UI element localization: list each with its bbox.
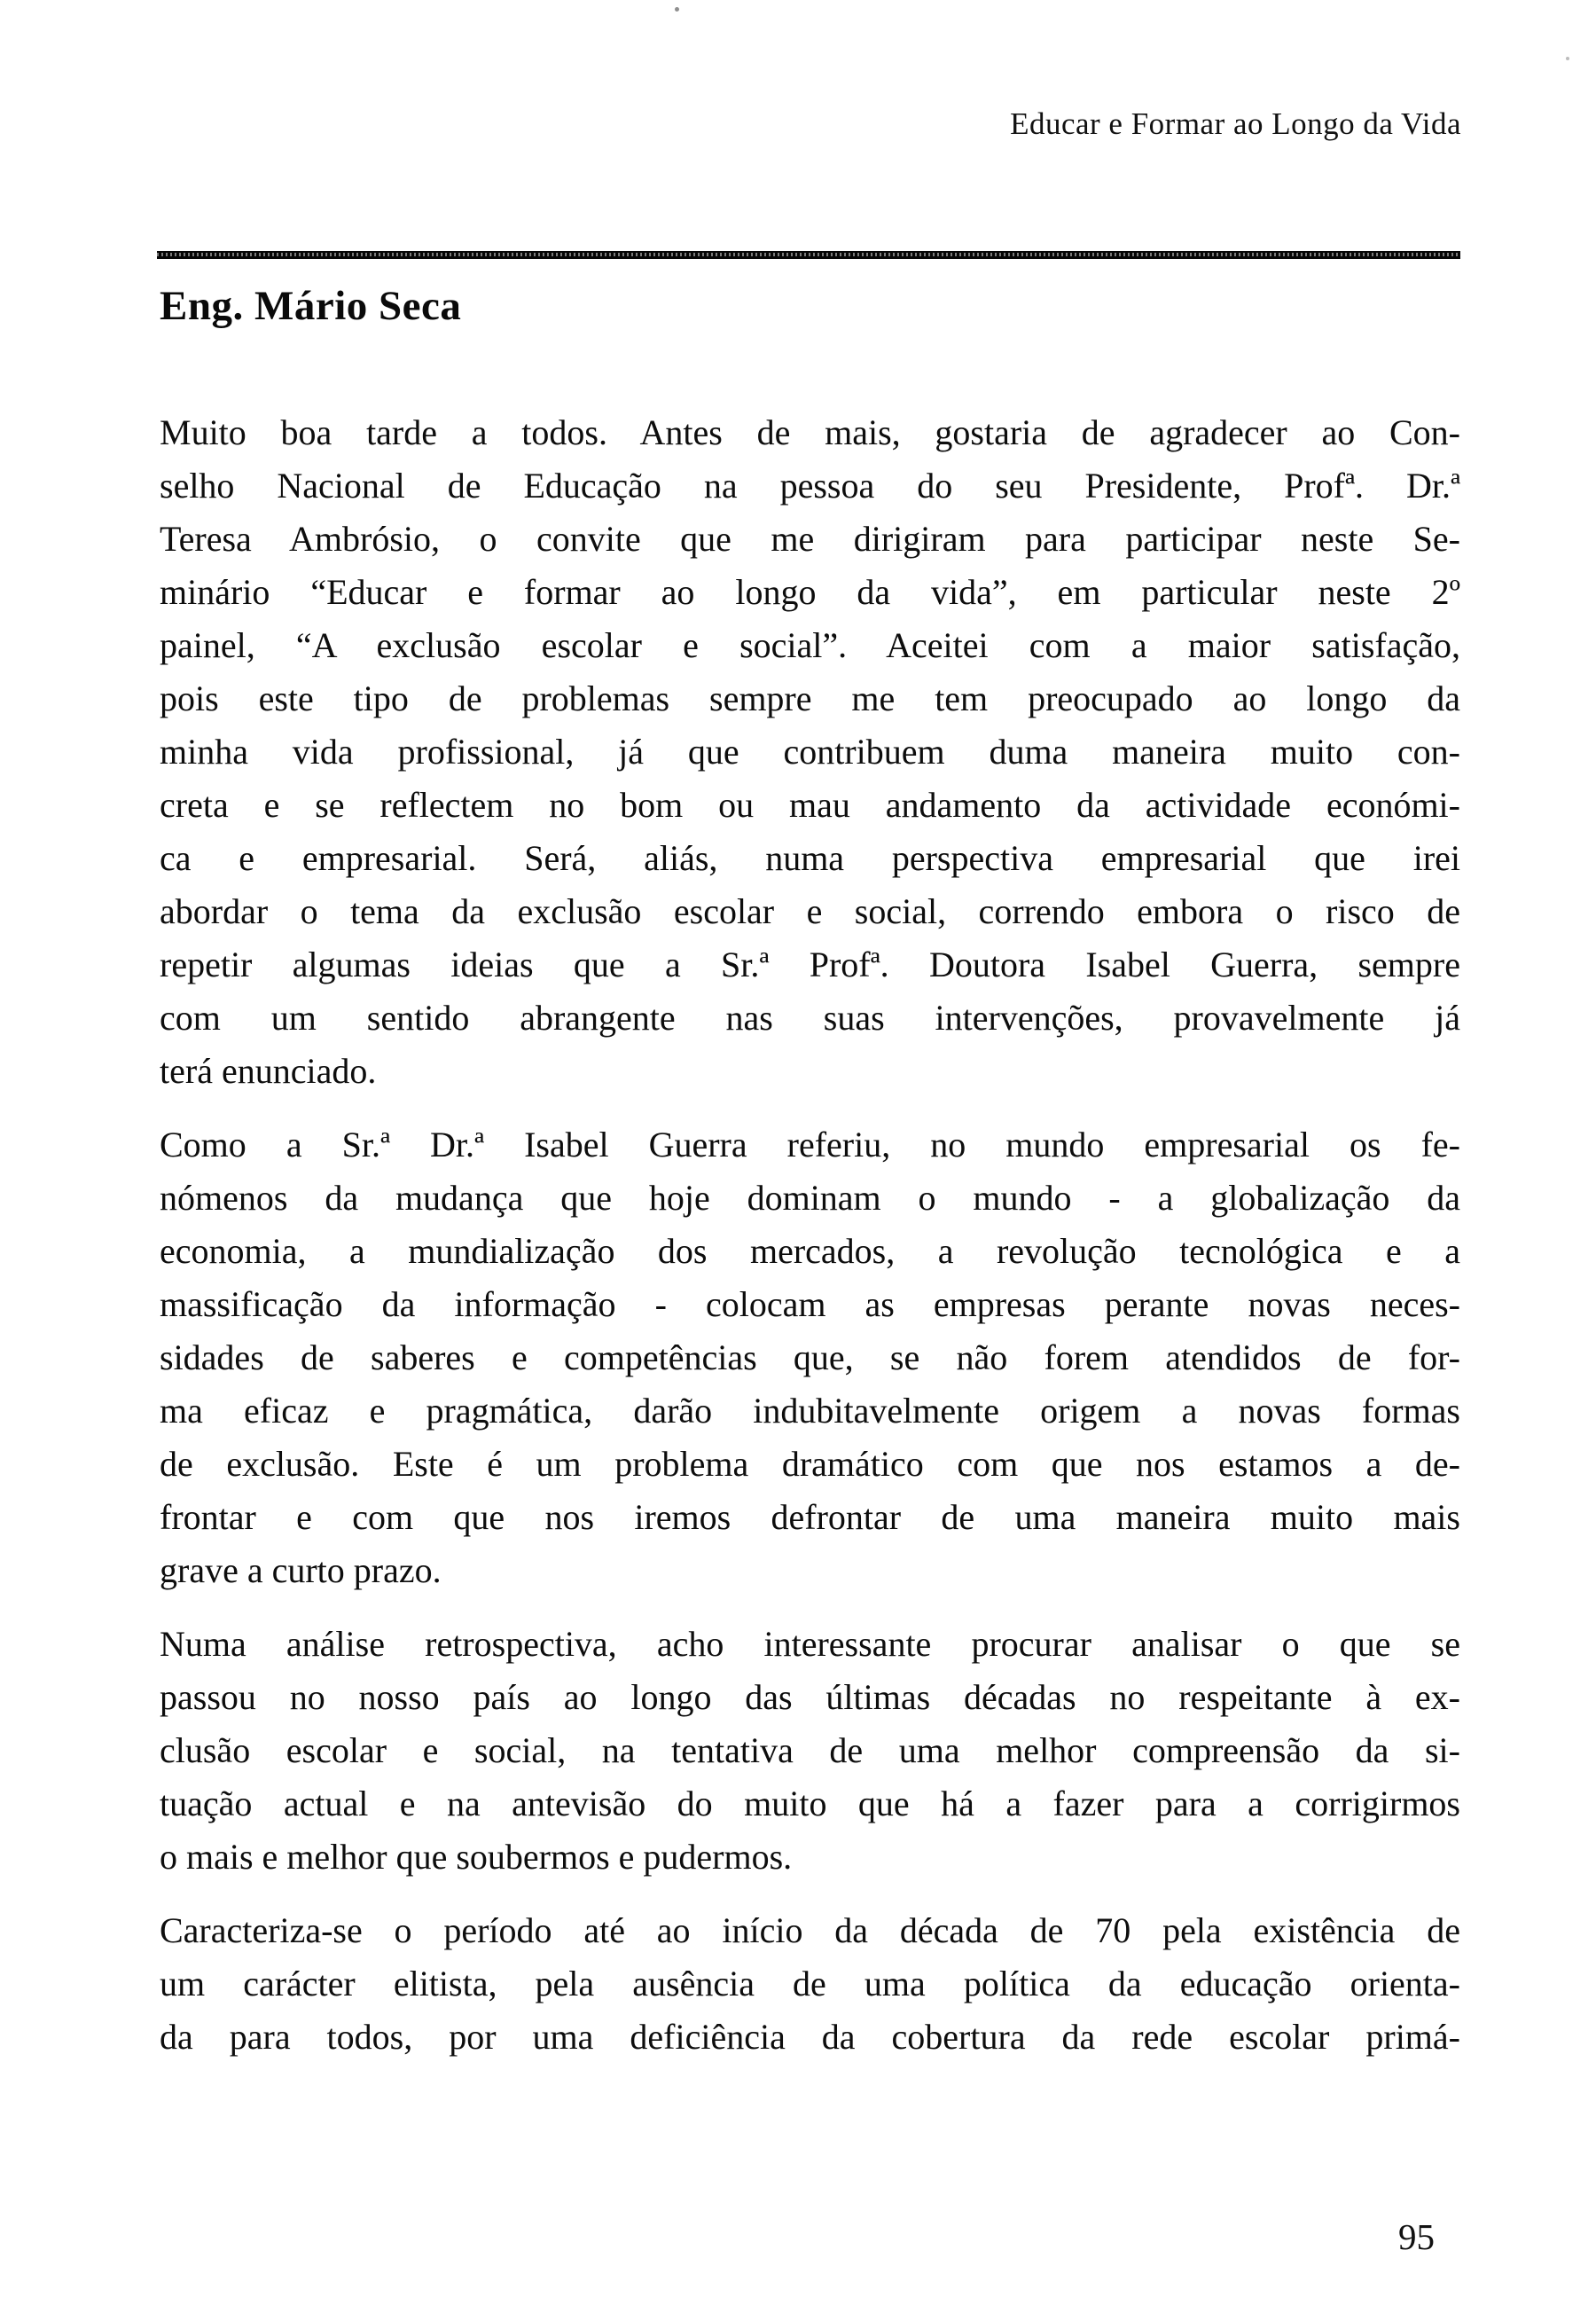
text-line: selho Nacional de Educação na pessoa do seu Presidente, Profª. Dr.ª (160, 466, 1460, 506)
page-number: 95 (1398, 2216, 1435, 2257)
text-line: de exclusão. Este é um problema dramático com que nos estamos a de- (160, 1444, 1460, 1484)
paragraph-4 (160, 1904, 1460, 2064)
text-line: sidades de saberes e competências que, se não forem atendidos de for- (160, 1337, 1460, 1377)
text-line: Caracteriza-se o período até ao início da década de 70 pela existência de (160, 1910, 1460, 1950)
text-line: creta e se reflectem no bom ou mau andamento da actividade económi- (160, 785, 1460, 825)
text-line: Como a Sr.ª Dr.ª Isabel Guerra referiu, no mundo empresarial os fe- (160, 1125, 1460, 1164)
text-line: repetir algumas ideias que a Sr.ª Profª. Doutora Isabel Guerra, sempre (160, 945, 1460, 984)
body-text (160, 406, 1460, 2084)
paragraph-2 (160, 1118, 1460, 1597)
text-line: pois este tipo de problemas sempre me tem preocupado ao longo da (160, 678, 1460, 718)
text-line: ca e empresarial. Será, aliás, numa perspectiva empresarial que irei (160, 838, 1460, 878)
text-line: clusão escolar e social, na tentativa de uma melhor compreensão da si- (160, 1730, 1460, 1770)
text-line: tuação actual e na antevisão do muito que há a fazer para a corrigirmos (160, 1784, 1460, 1823)
speaker-heading: Eng. Mário Seca (160, 283, 462, 329)
running-header: Educar e Formar ao Longo da Vida (1010, 106, 1461, 141)
text-line: minha vida profissional, já que contribuem duma maneira muito con- (160, 732, 1460, 772)
text-line: minário “Educar e formar ao longo da vida”, em particular neste 2º (160, 572, 1460, 612)
paragraph-3 (160, 1618, 1460, 1884)
text-line: um carácter elitista, pela ausência de uma política da educação orienta- (160, 1964, 1460, 2003)
text-line: painel, “A exclusão escolar e social”. Aceitei com a maior satisfação, (160, 625, 1460, 665)
text-line: abordar o tema da exclusão escolar e social, correndo embora o risco de (160, 891, 1460, 931)
text-line: grave a curto prazo. (160, 1550, 442, 1590)
text-line: Numa análise retrospectiva, acho interessante procurar analisar o que se (160, 1624, 1460, 1664)
text-line: Teresa Ambrósio, o convite que me dirigiram para participar neste Se- (160, 519, 1460, 559)
scan-speck (675, 7, 679, 12)
header-rule (157, 251, 1460, 259)
text-line: o mais e melhor que soubermos e pudermos. (160, 1837, 793, 1877)
text-line: passou no nosso país ao longo das últimas décadas no respeitante à ex- (160, 1677, 1460, 1717)
text-line: nómenos da mudança que hoje dominam o mundo - a globalização da (160, 1178, 1460, 1218)
text-line: terá enunciado. (160, 1051, 377, 1091)
text-line: frontar e com que nos iremos defrontar de uma maneira muito mais (160, 1497, 1460, 1537)
text-line: da para todos, por uma deficiência da cobertura da rede escolar primá- (160, 2017, 1460, 2057)
text-line: com um sentido abrangente nas suas intervenções, provavelmente já (160, 998, 1460, 1038)
scan-speck (1566, 57, 1569, 60)
text-line: massificação da informação - colocam as empresas perante novas neces- (160, 1284, 1460, 1324)
text-line: ma eficaz e pragmática, darão indubitavelmente origem a novas formas (160, 1391, 1460, 1431)
text-line: economia, a mundialização dos mercados, a revolução tecnológica e a (160, 1231, 1460, 1271)
paragraph-1 (160, 406, 1460, 1098)
text-line: Muito boa tarde a todos. Antes de mais, gostaria de agradecer ao Con- (160, 412, 1460, 452)
